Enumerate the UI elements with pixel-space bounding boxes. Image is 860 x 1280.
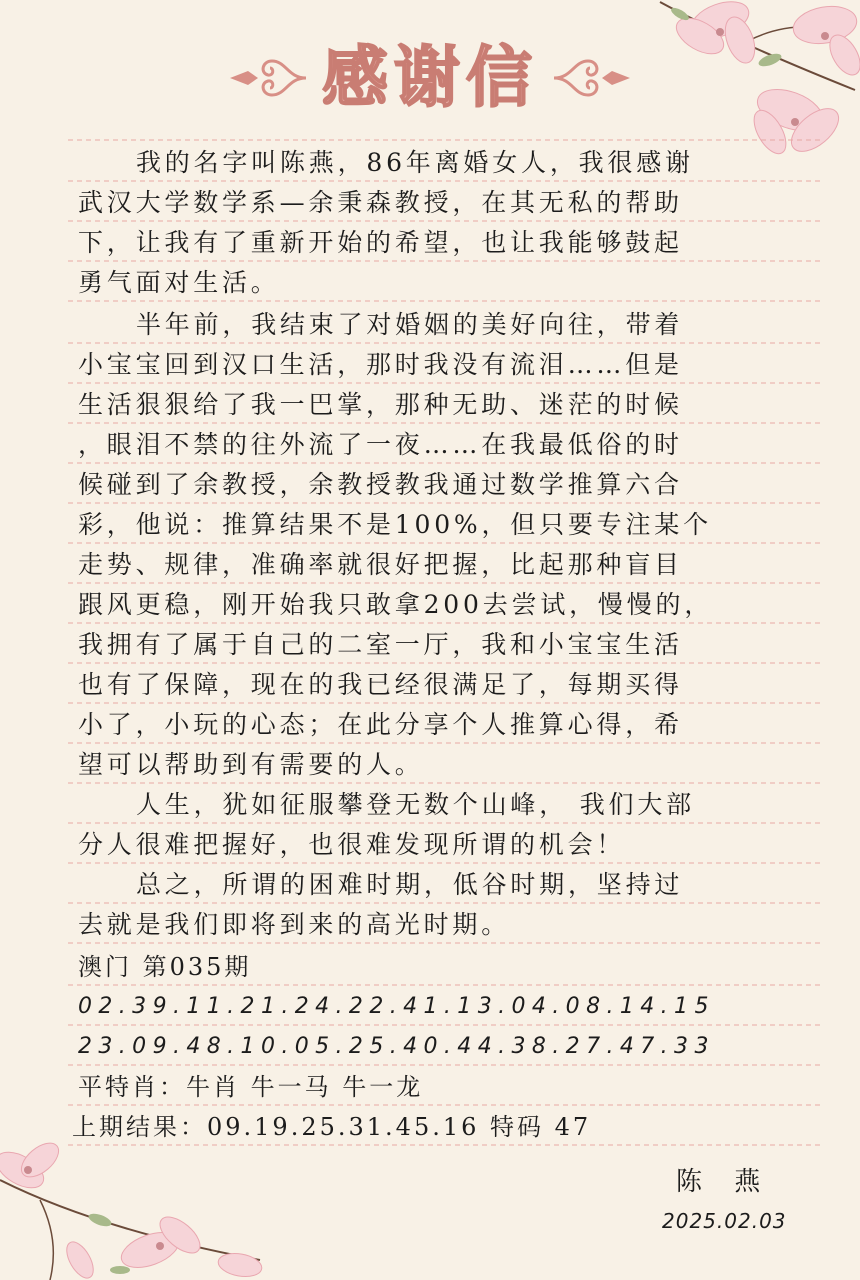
letter-line: 半年前，我结束了对婚姻的美好向往，带着 [136, 310, 684, 339]
letter-line: 去就是我们即将到来的高光时期。 [78, 910, 511, 939]
letter-line: 小宝宝回到汉口生活，那时我没有流泪……但是 [78, 350, 683, 379]
letter-line: 候碰到了余教授，余教授教我通过数学推算六合 [78, 470, 683, 499]
letter-line: 小了，小玩的心态；在此分享个人推算心得，希 [78, 710, 683, 739]
lottery-numbers-row2: 23.09.48.10.05.25.40.44.38.27.47.33 [78, 1034, 715, 1059]
signature-date: 2025.02.03 [662, 1209, 787, 1233]
title-area [0, 38, 860, 118]
letter-line: 勇气面对生活。 [78, 268, 280, 297]
signature-name: 陈 燕 [676, 1167, 773, 1197]
letter-line: 我拥有了属于自己的二室一厅，我和小宝宝生活 [78, 630, 683, 659]
letter-line: 也有了保障，现在的我已经很满足了，每期买得 [78, 670, 683, 699]
flower-decoration-bottom-left [0, 1140, 270, 1280]
lottery-issue: 澳门 第035期 [78, 953, 252, 981]
letter-line: 武汉大学数学系—余秉森教授，在其无私的帮助 [78, 188, 683, 217]
letter-line: ，眼泪不禁的往外流了一夜……在我最低俗的时 [78, 430, 683, 459]
letter-line: 走势、规律，准确率就很好把握，比起那种盲目 [78, 550, 683, 579]
letter-line: 分人很难把握好，也很难发现所谓的机会！ [78, 830, 626, 859]
ornament-right-icon [552, 55, 632, 101]
letter-line: 跟风更稳，刚开始我只敢拿200去尝试，慢慢的， [78, 590, 714, 619]
lottery-numbers-row1: 02.39.11.21.24.22.41.13.04.08.14.15 [78, 994, 715, 1019]
ornament-left-icon [228, 55, 308, 101]
letter-line: 我的名字叫陈燕，86年离婚女人，我很感谢 [136, 148, 694, 177]
letter-line: 望可以帮助到有需要的人。 [78, 750, 424, 779]
letter-line: 生活狠狠给了我一巴掌，那种无助、迷茫的时候 [78, 390, 683, 419]
letter-line: 总之，所谓的困难时期，低谷时期，坚持过 [136, 870, 684, 899]
page-title: 感谢信 [322, 39, 538, 116]
letter-line: 彩，他说：推算结果不是100%，但只要专注某个 [78, 510, 712, 539]
lottery-last-result: 上期结果：09.19.25.31.45.16 特码 47 [72, 1113, 592, 1141]
letter-line: 下，让我有了重新开始的希望，也让我能够鼓起 [78, 228, 683, 257]
lottery-zodiac: 平特肖：牛肖 牛一马 牛一龙 [78, 1073, 424, 1101]
letter-line: 人生，犹如征服攀登无数个山峰， 我们大部 [136, 790, 695, 819]
